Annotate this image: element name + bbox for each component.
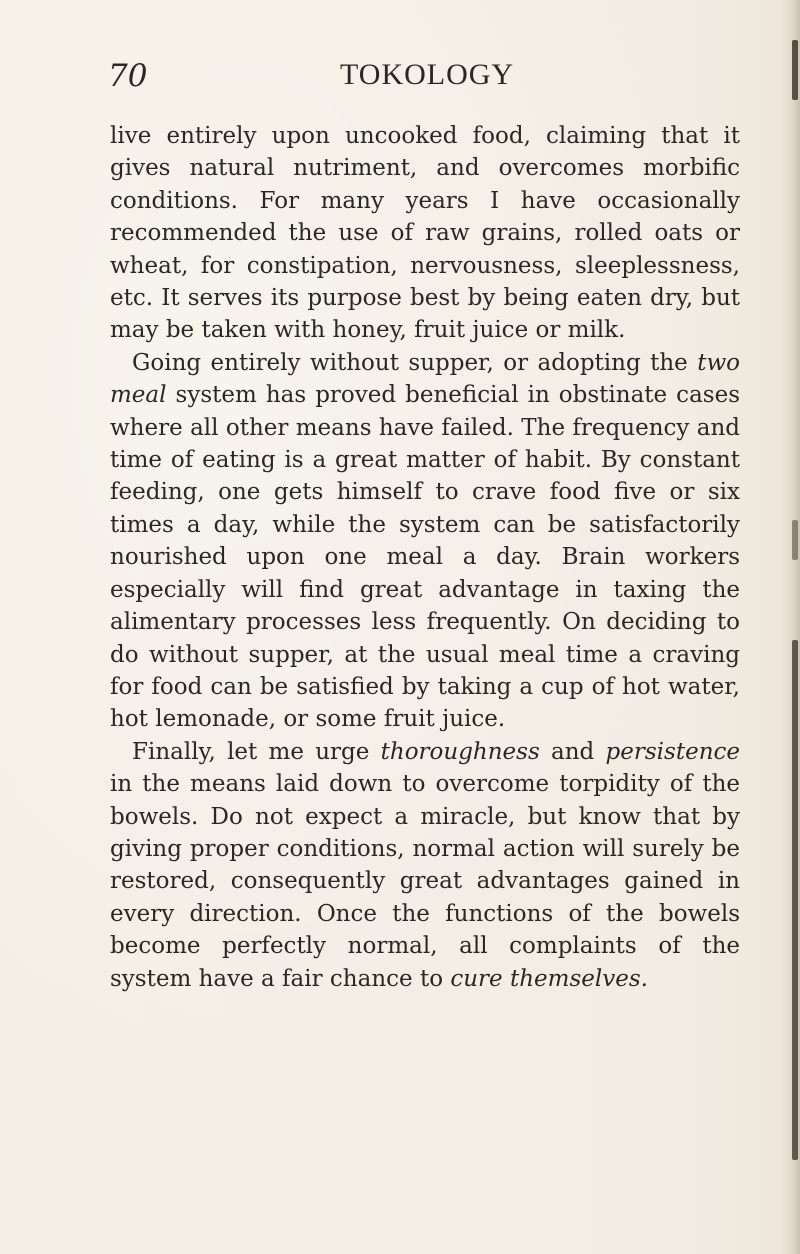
paragraph-2 [110, 347, 740, 736]
text-run: Finally, let me urge [132, 738, 381, 765]
text-run: live entirely upon uncooked food, claiming that it gives natural nutriment, and overcomes morbific conditions. For many years I have occasionally recommended the use of raw grains, rolled oats or wheat, for constipation, nervousness, sleeplessness, etc. It serves its purpose best by being eaten dry, but may be taken with honey, fruit juice or milk. [110, 123, 740, 344]
italic-run: cure themselves. [450, 965, 648, 992]
page-edge-mark [792, 640, 798, 1160]
text-run: system has proved beneficial in obstinate cases where all other means have failed. The frequency and time of eating is a great matter of habit. By constant feeding, one gets himself to crave food five or six times a day, while the system can be satisfactorily nourished upon one meal a day. Brain workers especially will find great advantage in taxing the alimentary processes less frequently. On deciding to do without supper, at the usual meal time a craving for food can be satisfied by taking a cup of hot water, hot lemonade, or some fruit juice. [110, 382, 740, 733]
page-edge-mark [792, 520, 798, 560]
italic-run: two meal [110, 349, 740, 409]
text-run: Going entirely without supper, or adopting the [132, 349, 698, 376]
italic-run: thoroughness [380, 738, 540, 765]
text-run: in the means laid down to overcome torpidity of the bowels. Do not expect a miracle, but know that by giving proper conditions, normal action will surely be restored, consequently great advantages gained in every direction. Once the functions of the bowels become perfectly normal, all complaints of the system have a fair chance to [110, 771, 740, 992]
body-text [110, 120, 740, 995]
page-edge-mark [792, 40, 798, 100]
text-run: and [539, 738, 606, 765]
running-head [108, 58, 728, 98]
page-number: 70 [108, 58, 148, 94]
paragraph-1 [110, 120, 740, 347]
italic-run: persistence [605, 738, 740, 765]
paragraph-3 [110, 736, 740, 995]
running-title: TOKOLOGY [340, 58, 515, 91]
